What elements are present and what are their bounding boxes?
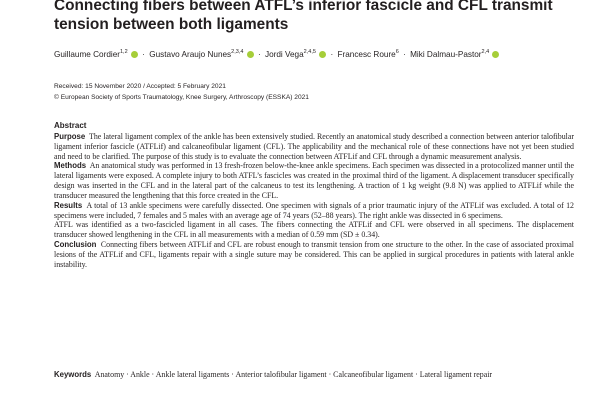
section-text: ATFL was identified as a two-fascicled ligament in all cases. The fibers connecting the ATFLif and CFL were observed in all specimens. The displacement transducer showed lengthening in the CFL in all measurements with a median of 0.59 mm (SD ± 0.34). bbox=[54, 220, 574, 240]
author-affiliations: 2,4,5 bbox=[303, 49, 316, 55]
author-separator: · bbox=[330, 50, 334, 59]
section-label: Methods bbox=[54, 161, 87, 171]
author bbox=[54, 50, 138, 59]
author-affiliations: 2,4 bbox=[481, 49, 490, 55]
keywords-label: Keywords bbox=[54, 370, 92, 379]
author-affiliations: 1,2 bbox=[119, 49, 128, 55]
author-name: Guillaume Cordier bbox=[54, 50, 120, 59]
author-affiliations: 2,3,4 bbox=[231, 49, 244, 55]
section-text: The lateral ligament complex of the ankle has been extensively studied. Recently an anatomical study described a connection between anterior talofibular ligament inferior fascicle (ATFLif) and calcaneofibular ligament (CFL). The applicability and the mechanical role of these connections have not yet been studied and need to be clarified. The purpose of this study is to evaluate the connection between ATFLif and CFL through a dynamic measurement analysis. bbox=[54, 131, 574, 161]
orcid-icon[interactable] bbox=[492, 51, 499, 58]
copyright-line: © European Society of Sports Traumatology, Knee Surgery, Arthroscopy (ESSKA) 2021 bbox=[54, 94, 309, 101]
section-label: Conclusion bbox=[54, 240, 97, 250]
author-name: Gustavo Araujo Nunes bbox=[149, 50, 232, 59]
abstract-purpose bbox=[54, 132, 574, 162]
author bbox=[410, 50, 499, 59]
author-name: Francesc Roure bbox=[337, 50, 396, 59]
received-accepted-line: Received: 15 November 2020 / Accepted: 5 February 2021 bbox=[54, 83, 226, 90]
orcid-icon[interactable] bbox=[131, 51, 138, 58]
abstract-heading: Abstract bbox=[54, 121, 87, 130]
orcid-icon[interactable] bbox=[319, 51, 326, 58]
publication-dates bbox=[54, 81, 574, 103]
author-separator: · bbox=[142, 50, 145, 59]
orcid-icon[interactable] bbox=[247, 51, 254, 58]
abstract-results-continued bbox=[54, 220, 574, 240]
author-list bbox=[54, 49, 599, 59]
author bbox=[149, 50, 253, 59]
section-label: Purpose bbox=[54, 131, 86, 141]
abstract-conclusion bbox=[54, 240, 574, 270]
author bbox=[265, 50, 326, 59]
section-text: A total of 13 ankle specimens were carefully dissected. One specimen with signals of a prior traumatic injury of the ATFLif was excluded. A total of 12 specimens were included, 7 females and 5 males with an average age of 74 years (52–88 years). The right ankle was dissected in 6 specimens. bbox=[54, 200, 574, 220]
title-line-1: Connecting fibers between ATFL’s inferior fascicle and CFL transmit bbox=[54, 0, 553, 14]
article-title bbox=[54, 0, 594, 34]
author bbox=[337, 50, 398, 59]
abstract bbox=[54, 121, 574, 270]
abstract-results bbox=[54, 201, 574, 221]
author-separator: · bbox=[257, 50, 261, 59]
keywords bbox=[54, 370, 574, 380]
section-text: An anatomical study was performed in 13 fresh-frozen below-the-knee ankle specimens. Each specimen was dissected in a protocolized manner until the lateral ligaments were exposed. A complete injury to both ATFL’s fascicles was created in the proximal third of the ligament. A displacement transducer specifically design was inserted in the CFL and in the lateral part of the calcaneus to test its lengthening. A traction of 1 kg weight (9.8 N) was applied to ATFLif while the transducer measured the lengthening that this force created in the CFL. bbox=[54, 161, 574, 200]
author-name: Miki Dalmau-Pastor bbox=[410, 50, 482, 59]
author-separator: · bbox=[403, 50, 406, 59]
abstract-methods bbox=[54, 161, 574, 200]
section-text: Connecting fibers between ATFLif and CFL are robust enough to transmit tension from one structure to the other. In the case of associated proximal lesions of the ATFLif and CFL, ligaments repair with a single suture may be considered. This can be applied in surgical procedures in patients with lateral ankle instability. bbox=[54, 240, 574, 269]
author-affiliations: 6 bbox=[395, 49, 399, 55]
title-line-2: tension between both ligaments bbox=[54, 16, 289, 33]
section-label: Results bbox=[54, 200, 83, 210]
keywords-text: Anatomy · Ankle · Ankle lateral ligaments · Anterior talofibular ligament · Calcaneofibular ligament · Lateral ligament repair bbox=[94, 370, 493, 379]
author-name: Jordi Vega bbox=[264, 50, 304, 59]
